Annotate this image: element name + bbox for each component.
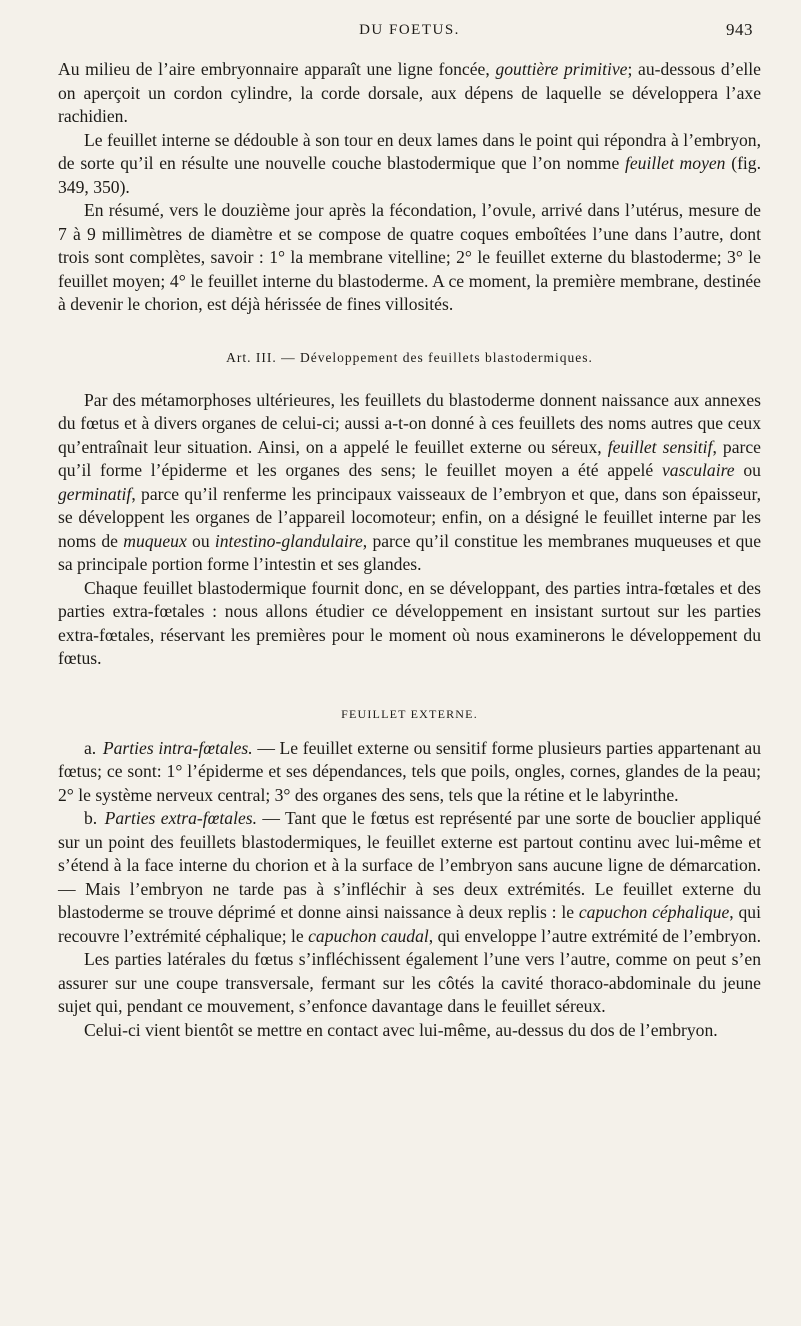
page-number: 943 (726, 20, 753, 39)
paragraph-middle-layer: Le feuillet interne se dédouble à son tour en deux lames dans le point qui répondra à l’embryon, de sorte qu’il en résulte une nouvelle couche blastodermique que l’on nomme feuillet moyen (fig. 349, 350). (58, 129, 762, 197)
paragraph-metamorphoses: Par des métamorphoses ultérieures, les feuillets du blastoderme donnent naissance aux annexes du fœtus et à divers organes de celui-ci; aussi a-t-on donné à ces feuillets des noms autres que ceux qu’entraînait leur situation. Ainsi, on a appelé le feuillet externe ou séreux, feuillet sensitif, parce qu’il forme l’épiderme et les organes des sens; le feuillet moyen a été appelé vasculaire ou germinatif, parce qu’il renferme les principaux vaisseaux de l’embryon et que, dans son épaisseur, se développent les organes de l’appareil locomoteur; enfin, on a désigné le feuillet interne par les noms de muqueux ou intestino-glandulaire, parce qu’il constitue les membranes muqueuses et que sa principale portion forme l’intestin et ses glandes. (58, 389, 761, 574)
paragraph-primitive-groove: Au milieu de l’aire embryonnaire apparaît une ligne foncée, gouttière primitive; au-dessous d’elle on aperçoit un cordon cylindre, la corde dorsale, aux dépens de laquelle se développera l’axe rachidien. (58, 59, 761, 126)
paragraph-intra-extra-fetal: Chaque feuillet blastodermique fournit donc, en se développant, des parties intra-fœtales et des parties extra-fœtales : nous allons étudier ce développement en insistant surtout sur les parties extra-fœtales, réservant les premières pour le moment où nous examinerons le développement du fœtus. (58, 577, 761, 668)
paragraph-contact: Celui-ci vient bientôt se mettre en contact avec lui-même, au-dessus du dos de l’embryon. (84, 1019, 718, 1040)
subsection-heading: FEUILLET EXTERNE. (341, 706, 478, 721)
running-title: DU FOETUS. (359, 22, 460, 38)
paragraph-summary: En résumé, vers le douzième jour après la fécondation, l’ovule, arrivé dans l’utérus, mesure de 7 à 9 millimètres de diamètre et se compose de quatre coques emboîtées l’une dans l’autre, dont trois sont complètes, savoir : 1° la membrane vitelline; 2° le feuillet externe du blastoderme; 3° le feuillet moyen; 4° le feuillet interne du blastoderme. A ce moment, la première membrane, destinée à devenir le chorion, est déjà hérissée de fines villosités. (58, 200, 761, 314)
item-a-intra-fetal: a. Parties intra-fœtales. — Le feuillet externe ou sensitif forme plusieurs parties appartenant au fœtus; ce sont: 1° l’épiderme et ses dépendances, tels que poils, ongles, cornes, glandes de la peau; 2° le système nerveux central; 3° des organes des sens, tels que la rétine et le labyrinthe. (58, 737, 762, 805)
item-b-extra-fetal: b. Parties extra-fœtales. — Tant que le fœtus est représenté par une sorte de bouclier appliqué sur un point des feuillets blastodermiques, le feuillet externe est partout continu avec lui-même et s’étend à la face interne du chorion et à la surface de l’embryon sans aucune ligne de démarcation. — Mais l’embryon ne tarde pas à s’infléchir à ses deux extrémités. Le feuillet externe du blastoderme se trouve déprimé et donne ainsi naissance à deux replis : le capuchon céphalique, qui recouvre l’extrémité céphalique; le capuchon caudal, qui enveloppe l’autre extrémité de l’embryon. (58, 808, 761, 946)
paragraph-lateral-parts: Les parties latérales du fœtus s’infléchissent également l’une vers l’autre, comme on peut s’en assurer sur une coupe transversale, fermant sur les côtés la cavité thoraco-abdominale du jeune sujet qui, pendant ce mouvement, s’enfonce davantage dans le feuillet séreux. (58, 949, 761, 1016)
running-head (58, 22, 761, 52)
section-heading: Art. III. — Développement des feuillets blastodermiques. (226, 349, 593, 365)
